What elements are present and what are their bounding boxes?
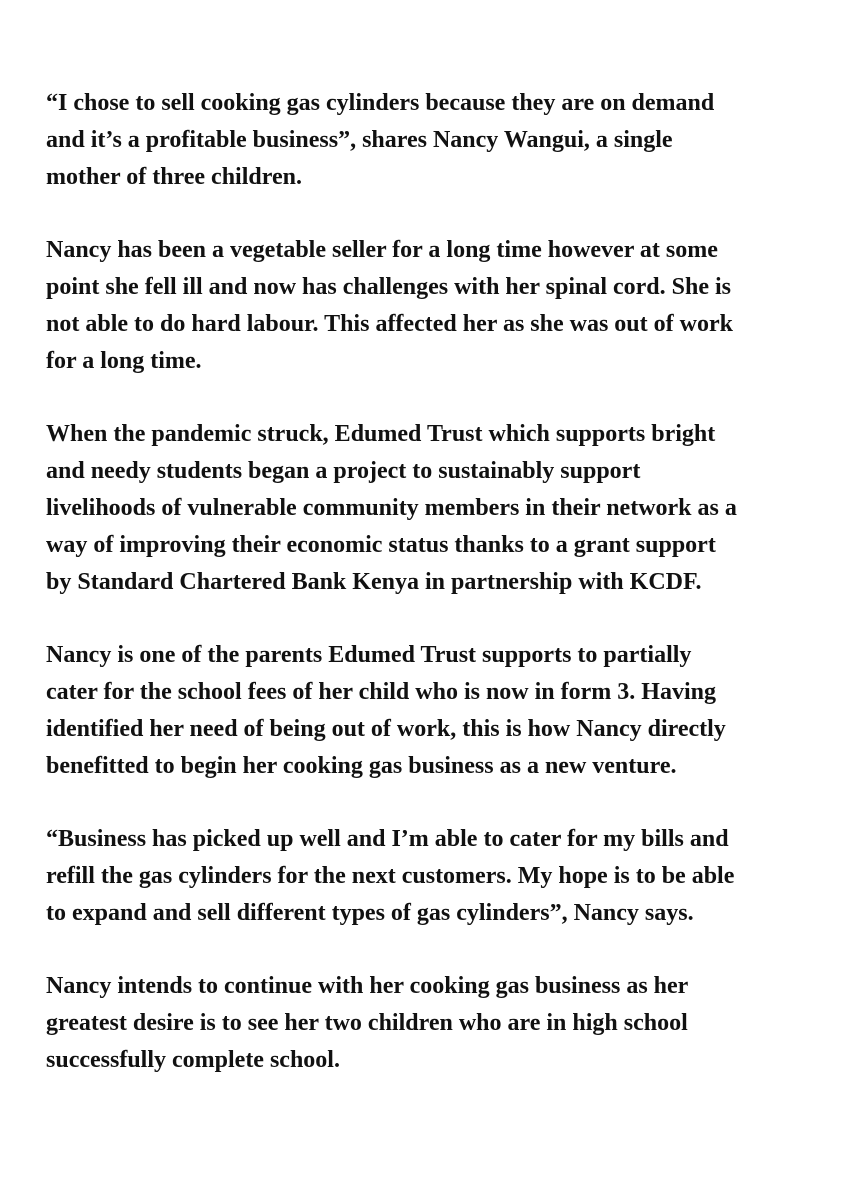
text-line: way of improving their economic status thanks to a grant support: [46, 532, 716, 558]
paragraph-opening-quote: [46, 85, 816, 196]
text-line: mother of three children.: [46, 164, 302, 190]
paragraph-closing: [46, 968, 816, 1079]
text-line: Nancy has been a vegetable seller for a long time however at some: [46, 237, 718, 263]
text-line: successfully complete school.: [46, 1047, 340, 1073]
text-line: livelihoods of vulnerable community members in their network as a: [46, 495, 737, 521]
paragraph-background: [46, 232, 816, 380]
article-body: [46, 85, 816, 1115]
paragraph-support: [46, 637, 816, 785]
text-line: “I chose to sell cooking gas cylinders because they are on demand: [46, 90, 715, 116]
paragraph-business-quote: [46, 821, 816, 932]
text-line: cater for the school fees of her child who is now in form 3. Having: [46, 679, 716, 705]
text-line: point she fell ill and now has challenges with her spinal cord. She is: [46, 274, 732, 300]
text-line: identified her need of being out of work, this is how Nancy directly: [46, 716, 726, 742]
text-line: for a long time.: [46, 348, 202, 374]
text-line: and it’s a profitable business”, shares Nancy Wangui, a single: [46, 127, 673, 153]
text-line: Nancy is one of the parents Edumed Trust supports to partially: [46, 642, 692, 668]
text-line: refill the gas cylinders for the next customers. My hope is to be able: [46, 863, 735, 889]
text-line: not able to do hard labour. This affected her as she was out of work: [46, 311, 733, 337]
text-line: benefitted to begin her cooking gas business as a new venture.: [46, 753, 677, 779]
text-line: When the pandemic struck, Edumed Trust which supports bright: [46, 421, 716, 447]
text-line: by Standard Chartered Bank Kenya in partnership with KCDF.: [46, 569, 702, 595]
text-line: Nancy intends to continue with her cooking gas business as her: [46, 973, 689, 999]
text-line: to expand and sell different types of gas cylinders”, Nancy says.: [46, 900, 694, 926]
text-line: and needy students began a project to sustainably support: [46, 458, 641, 484]
text-line: greatest desire is to see her two children who are in high school: [46, 1010, 688, 1036]
text-line: “Business has picked up well and I’m able to cater for my bills and: [46, 826, 729, 852]
paragraph-project: [46, 416, 816, 601]
